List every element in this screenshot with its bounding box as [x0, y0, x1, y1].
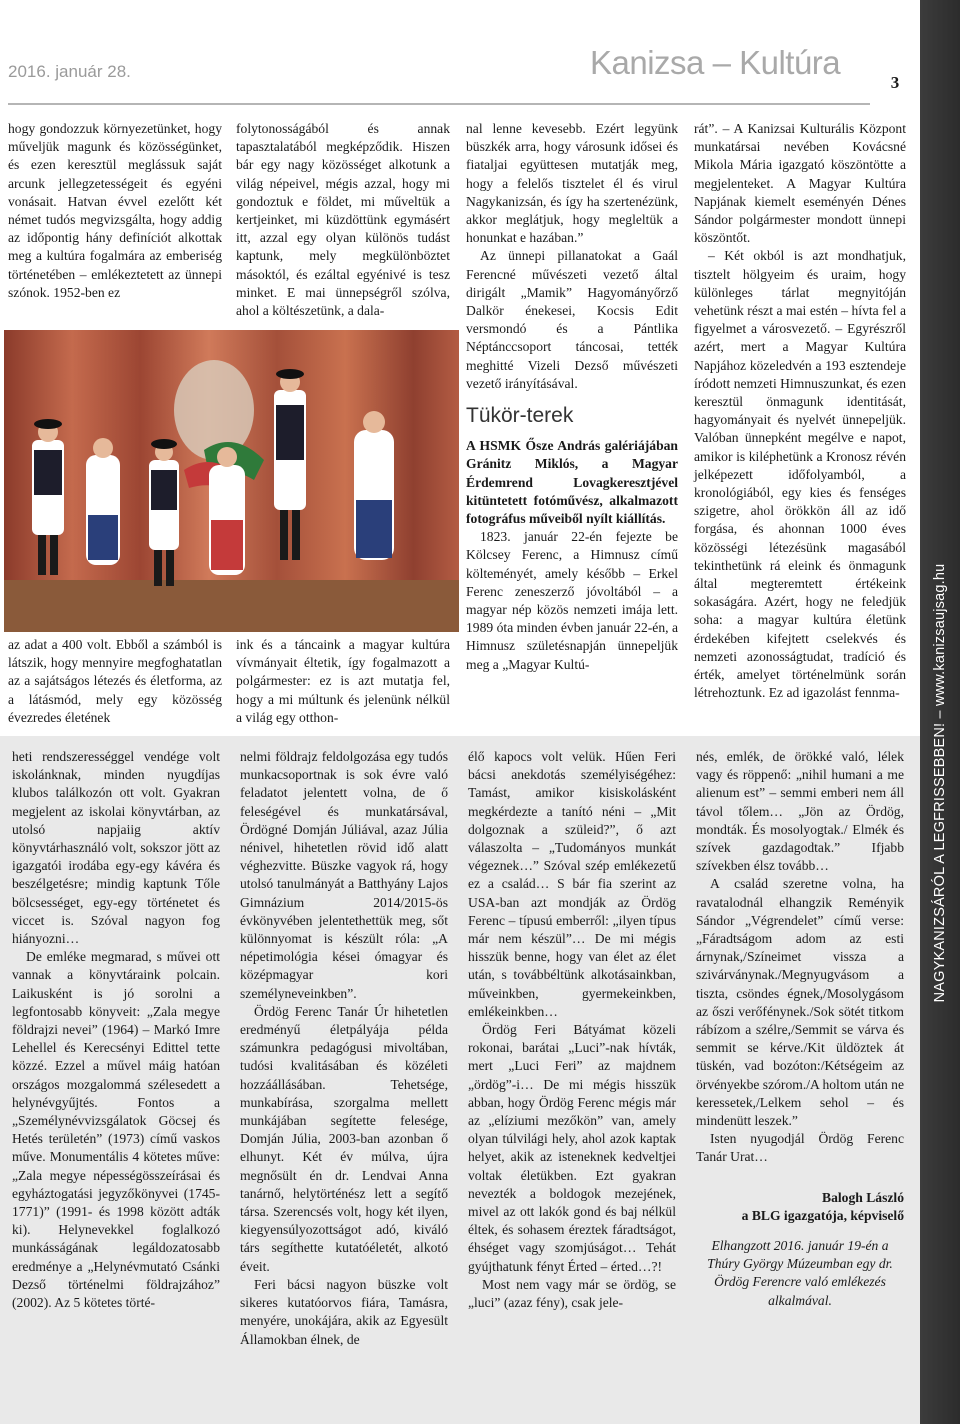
page-number: 3 — [890, 73, 900, 92]
sidebar-banner — [920, 0, 960, 1424]
signature-name: Balogh László — [822, 1189, 904, 1205]
paragraph: Ördög Ferenc Tanár Úr hihetetlen eredményű életpályája példa számunkra pedagógusi mivoltában, tudósi kvalitásában és közéleti hozzáállásában. Tehetsége, munkabírása, szorgalma mellett munkájában segítette felesége, Domján Júlia, 2003-ban azonban ő elhunyt. Két év múlva, újra megnősült én dr. Lendvai Anna tanárnő, helytörténész lett a segítő társa. Szerencsés volt, hogy két ilyen, kiegyensúlyozottságot adó, kiváló társ segíthette kutatóéletét, alkotó éveit. — [240, 1003, 448, 1274]
paragraph: Isten nyugodjál Ördög Ferenc Tanár Urat… — [696, 1131, 904, 1165]
paragraph: élő kapocs volt velük. Hűen Feri bácsi anekdotás személyiségéhez: Tamást, amikor kisiskolásként megkérdezte a tanító néni – „Mit dolgoznak a szüleid?”, ő azt válaszolta – „Tudományos munkát végeznek…” Szóval szép emlékezetű ez a család… S bár fia szerint az USA-ban azt mondják az Ördög Ferenc – típusú emberről: „ilyen típus már nem készül”… De mi mégis hisszük benne, hogy van élet az élet után, s továbbéltünk alkotásainkban, műveinkben, gyermekeinkben, emlékeinkben… — [468, 749, 676, 1019]
paragraph: heti rendszerességgel vendége volt iskolánknak, minden nyugdíjas klubos találkozón ott volt. Gyakran megjelent az iskolai könyvtárban, az utolsó napjaiig aktív könyvtárhasználó volt, sokszor jött az igazgatói irodába egy-egy kávéra és beszélgetésre; mindig kaptunk Tőle bölcsességet, egy-egy történetet és viccet is. Szóval nagyon fog hiányozni… — [12, 749, 220, 947]
obituary-column-3 — [468, 748, 676, 1312]
paragraph: A család szeretne volna, ha ravatalodnál elhangzik Reményik Sándor „Végrendelet” című verse: „Fáradtságom adom az esti árnynak,/Színeimet vissza a szivárványnak./Megnyugvásom a tiszta, csöndes égnek,/Mosolygásom az őszi verőfénynek./Sok sötét titkom rábízom a szélre,/Semmit se várva és semmit se kérve./Kit üldöztek át tüskén, vad bozóton:/Kétségeim az örvényekbe szórom./A holtom után ne keressetek,/Lelkem sehol – és mindenütt leszek.” — [696, 876, 905, 1129]
issue-date: 2016. január 28. — [8, 62, 131, 81]
paragraph: Ördög Feri Bátyámat közeli rokonai, barátai „Luci”-nak hívták, mert „Luci Feri” az majdnem „ördög”-i… De mi mégis hisszük abban, hogy Ördög Ferenc mégis már az „elíziumi mezőkön” van, amely olyan túlvilági hely, ahol azok kaptak helyet, akik az isteneknek kedveltjei voltak életükben. Ezt gyakran nevezték a boldogok mezejének, mivel az ott lakók gond és baj nélkül éltek, és sohasem éreztek fáradtságot, éhséget vagy szomjúságot… Tehát gyújthatunk fényt Érted – érted…?! — [468, 1022, 676, 1274]
article-column-1-bottom — [8, 636, 222, 727]
article-column-2-bottom — [236, 636, 450, 727]
publication-note: Elhangzott 2016. január 19-én a Thúry György Múzeumban egy dr. Ördög Ferencre való emlékezés alkalmával. — [707, 1238, 893, 1308]
paragraph: hogy gondozzuk környezetünket, hogy műveljük magunk és közösségünket, és ezen keresztül meglássuk saját arcunk jellegzetességeit és egyéni vonásait. Hatvan évvel ezelőtt két német tudós megvizsgálta, hogy addig az időpontig hány definíciót alkottak meg a kultúra fogalmára az emberiség történetében – emlékeztetett az ünnepi szónok. 1952-ben ez — [8, 121, 222, 300]
paragraph: – Két okból is azt mondhatjuk, tisztelt hölgyeim és uraim, hogy különleges tárlat megnyitóján vehetünk részt a mai estén – hívta fel a figyelmet a városvezető. – Egyrészről azért, mert a Magyar Kultúra Napjához közeledvén a 193 esztendeje íródott nemzeti Himnuszunkat, és ezen keresztül önmagunk identitását, hagyományait és nyelvét ünnepeljük. Valóban ünnepként megélve e napot, amikor is kiléphetünk a Kronosz révén jelképezett időfolyamból, a kronológiából, egy kies és fenséges szigetre, ahol örökkön áll az idő forgása, és ahonnan 1000 éves közösségi létezésünk magasából tekinthetünk rá eleink és önmagunk által megteremtett értékeink sokaságára. Azért, hogy ne feledjük soha: a magyar kultúra életünk érdekében kifejtett cselekvés és nemzeti azonosságtudat, tradíció és érték, amelyet történelmünk során létrehoztunk. Ez ad igazolást fennma- — [694, 248, 906, 701]
paragraph: De emléke megmarad, s művei ott vannak a könyvtáraink polcain. Laikusként is jó sorolni a legfontosabb könyveit: „Zala megye földrajzi nevei” (1964) – Markó Imre Lehellel és Kerecsényi Edittel tette közzé. Ezzel a művel máig hatóan országos mozgalommá szélesedett a helynévgyűjtés. Fontos a „Személynévvizsgálatok Göcsej és Hetés területén” (1973) című vaskos műve. Monumentális 4 kötetes műve: „Zala megye népességösszeírásai és egyháztogatási jegyzőkönyvei (1745-1771)” (1991- és 1998 között adták ki). Helynevekkel foglalkozó munkásságának legáldozatosabb eredménye a „Helynévmutató Csánki Dezső történelmi földrajzához” (2002). Az 5 kötetes törté- — [12, 949, 220, 1311]
folk-dance-photo-icon — [4, 330, 459, 632]
paragraph: nés, emlék, de örökké való, lélek vagy és röppenő: „nihil humani a me alienum est” – semmi emberi nem áll távol tőlem… „Jön az Ördög, mondták. És mosolyogtak./ Elmék és szívek gazdagodtak.” Ifjabb szívekben élsz tovább… — [696, 749, 904, 874]
paragraph: folytonosságából és annak tapasztalatából megképződik. Hiszen bár egy nagy közösséget alkotunk a világ népeivel, mégis azzal, hogy mi gondoztuk e földet, mi műveltük a kertjeinket, mi küzdöttünk egymásért itt, azzal egy olyan különös tudást kaptunk, mely megkülönböztet másoktól, és ezáltal egyénivé is tesz minket. E mai ünnepségről szólva, ahol a költészetünk, a dala- — [236, 121, 450, 319]
paragraph: 1823. január 22-én fejezte be Kölcsey Ferenc, a Himnusz című költeményét, amely később – Erkel Ferenc zeneszerző jóvoltából – a magyar nép közös nemzeti imája lett. 1989 óta minden évben január 22-én, a Himnusz születésnapján ünnepeljük meg a „Magyar Kultú- — [466, 529, 678, 672]
paragraph: ink és a táncaink a magyar kultúra vívmányait éltetik, így fogalmazott a polgármester: ez is azt mutatja fel, hogy a mi múltunk és jelenünk nélkül a világ egy otthon- — [236, 637, 450, 725]
paragraph: Most nem vagy már se ördög, se „luci” (azaz fény), csak jele- — [468, 1276, 676, 1311]
obituary-column-1 — [12, 748, 220, 1312]
paragraph: az adat a 400 volt. Ebből a számból is látszik, hogy mennyire megfoghatatlan az a sajátságos létezés és életforma, az a látásmód, mely egy közösség évezredes életének — [8, 637, 222, 725]
article-column-2-top — [236, 120, 450, 320]
signature-title: a BLG igazgatója, képviselő — [741, 1207, 904, 1223]
article-lead: A HSMK Ősze András galériájában Gránitz Miklós, a Magyar Érdemrend Lovagkeresztjével kitüntetett fotóművész, alkalmazott fotográfus műveiből nyílt kiállítás. — [466, 438, 678, 527]
sidebar-url-text: NAGYKANIZSÁRÓL A LEGFRISSEBBEN! – www.kanizsaujsag.hu — [932, 563, 948, 1003]
paragraph: Az ünnepi pillanatokat a Gaál Ferencné művészeti vezető által dirigált „Mamik” Hagyományőrző Dalkör énekesei, Kocsis Edit versmondó és a Pántlika Néptánccsoport táncosai, tették meghitté Vizeli Dezső művészeti vezető irányításával. — [466, 248, 678, 391]
section-title: Kanizsa – Kultúra — [590, 44, 841, 81]
article-column-1-top — [8, 120, 222, 302]
obituary-column-4 — [696, 748, 904, 1310]
header-rule — [8, 103, 870, 105]
obituary-column-2 — [240, 748, 448, 1349]
paragraph: nelmi földrajz feldolgozása egy tudós munkacsoportnak is sok évre való feladatot jelentett volna, de ő feleségével és munkatársával, Ördögné Domján Júliával, azaz Júlia nénivel, hihetetlen rövid idő alatt véghezvitte. Büszke vagyok rá, hogy utolsó tanulmányát a Batthyány Lajos Gimnázium 2014/2015-ös évkönyvében jelentethettük meg, sőt különnyomat is készült róla: „A népetimológia kései ómagyar és középmagyar kori személyneveinkben”. — [240, 749, 448, 1001]
article-column-3 — [466, 120, 678, 674]
paragraph: rát”. – A Kanizsai Kulturális Központ munkatársai nevében Kovácsné Mikola Mária igazgató köszöntötte a megjelenteket. A Magyar Kultúra Napjának kiemelt eseményén Dénes Sándor polgármester mondott ünnepi köszöntőt. — [694, 121, 906, 246]
article-column-4 — [694, 120, 906, 703]
paragraph: Feri bácsi nagyon büszke volt sikeres kutatóorvos fiára, Tamásra, menyére, unokájára, akik az Egyesült Államokban élnek, de — [240, 1276, 448, 1347]
article-heading: Tükör-terek — [466, 404, 574, 428]
paragraph: nal lenne kevesebb. Ezért legyünk büszkék arra, hogy városunk idősei és fiataljai együttesen mutatják meg, hogy a felelős tisztelet él és virul Nagykanizsán, és így ha szertenézünk, akkor meglátjuk, hogy megleltük a honunkat e hazában.” — [466, 121, 678, 246]
folk-dance-photo — [4, 330, 459, 632]
